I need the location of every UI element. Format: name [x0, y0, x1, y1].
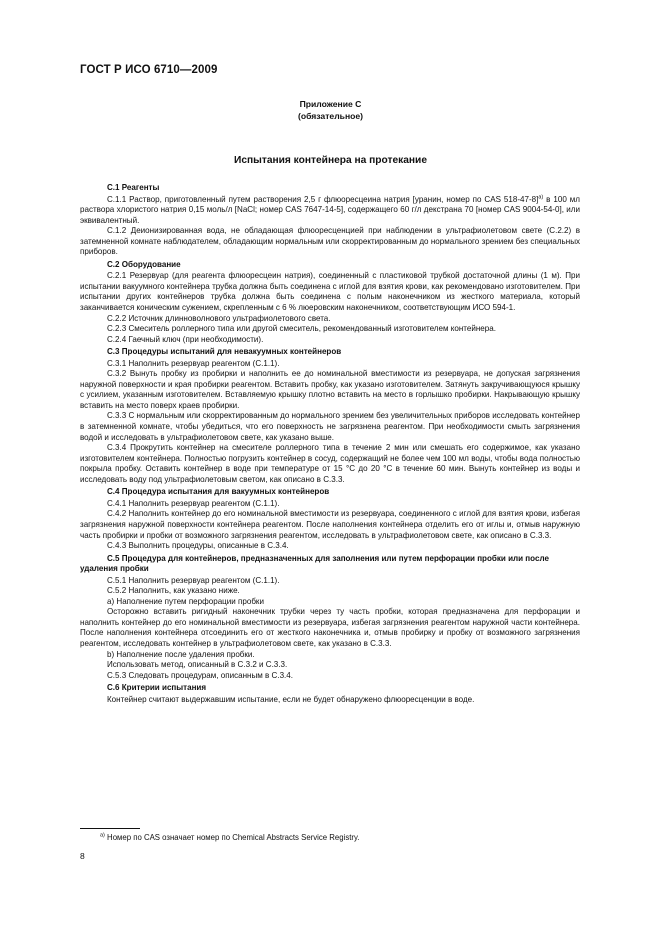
footnote-divider	[80, 828, 140, 829]
paragraph-c4-2: С.4.2 Наполнить контейнер до его номинальной вместимости из резервуара, соединенного с иглой для взятия крови, избегая загрязнения наружной поверхности контейнера реагентом. После наполнения контейнера отделить его от иглы и, отмыв наружную часть пробирки и пробки от возможного загрязнения реагентом, исследовать в ультрафиолетовом свете, как описано в С.3.3.	[80, 509, 580, 540]
heading-c5: С.5 Процедура для контейнеров, предназначенных для заполнения или путем перфорации пробки или после удаления пробки	[80, 553, 549, 574]
page-number: 8	[80, 851, 85, 861]
footnote-text: Номер по CAS означает номер по Chemical Abstracts Service Registry.	[104, 833, 360, 842]
footnote	[100, 833, 359, 842]
paragraph-c6-1: Контейнер считают выдержавшим испытание, если не будет обнаружено флюоресценции в воде.	[107, 694, 475, 704]
annex-status: (обязательное)	[297, 111, 364, 121]
paragraph-c2-2: С.2.2 Источник длинноволнового ультрафиолетового света.	[107, 313, 331, 323]
paragraph-c2-3: С.2.3 Смеситель роллерного типа или другой смеситель, рекомендованный изготовителем контейнера.	[107, 324, 496, 334]
paragraph-c5-2: С.5.2 Наполнить, как указано ниже.	[107, 586, 240, 596]
annex-title: Приложение С	[299, 99, 362, 109]
paragraph-c3-4: С.3.4 Прокрутить контейнер на смесителе роллерного типа в течение 2 мин или смешать его содержимое, как указано изготовителем контейнера. Полностью погрузить контейнер в сосуд, содержащий не более чем 100 мл воды, чтобы вода полностью покрыла пробку. Оставить контейнер в воде при температуре от 15 °С до 20 °С в течение 60 мин. Вынуть контейнер из воды и исследовать воду под ультрафиолетовым светом, как описано в С.3.3.	[80, 443, 580, 484]
paragraph-c3-2: С.3.2 Вынуть пробку из пробирки и наполнить ее до номинальной вместимости из резервуара, не допуская загрязнения наружной поверхности и края пробирки реагентом. Вставить пробку, как указано изготовителем. Затянуть закручивающуюся крышку с усилием, указанным изготовителем. Вставляемую крышку плотно вставить на место в горлышко пробирки. Накрывающую крышку вставить на место поверх краев пробирки.	[80, 369, 580, 410]
paragraph-c1-2: С.1.2 Деионизированная вода, не обладающая флюоресценцией при наблюдении в ультрафиолетовом свете (С.2.2) в затемненной комнате наблюдателем, обладающим нормальным или скорректированным до нормального зрением без специальных приборов.	[80, 226, 580, 257]
paragraph-c5-3: С.5.3 Следовать процедурам, описанным в С.3.4.	[107, 670, 293, 680]
paragraph-c2-4: С.2.4 Гаечный ключ (при необходимости).	[107, 334, 264, 344]
paragraph-c5-a: а) Наполнение путем перфорации пробки	[107, 596, 264, 606]
footnote-ref: а)	[538, 193, 544, 200]
heading-c4: С.4 Процедура испытания для вакуумных контейнеров	[107, 487, 330, 497]
paragraph-c1-1: С.1.1 Раствор, приготовленный путем растворения 2,5 г флюоресцеина натрия [уранин, номер по CAS 518-47-8]$^{а)}$ в 100 мл раствора хлористого натрия 0,15 моль/л [NaCl; номер CAS 7647-14-5], содержащего 60 г/л декстрана 70 [номер CAS 9004-54-0], или эквивалентный.	[80, 193, 580, 225]
paragraph-c5-a-text: Осторожно вставить ригидный наконечник трубки через ту часть пробки, которая предназначена для перфорации и наполнить контейнер до его номинальной вместимости из резервуара, избегая загрязнения реагентом наружной части контейнера. После наполнения контейнера отсоединить его от жесткого наконечника и, отмыв пробирку и пробку от возможного загрязнения реагентом, исследовать контейнер в ультрафиолетовом свете, как указано в С.3.3.	[80, 607, 580, 648]
paragraph-c5-1: С.5.1 Наполнить резервуар реагентом (С.1.1).	[107, 575, 280, 585]
heading-c2: С.2 Оборудование	[107, 259, 181, 269]
heading-c1: С.1 Реагенты	[107, 183, 160, 192]
footnote-mark: а)	[100, 832, 105, 839]
paragraph-c5-b: b) Наполнение после удаления пробки.	[107, 649, 255, 659]
standard-header: ГОСТ Р ИСО 6710—2009	[80, 64, 218, 76]
paragraph-c3-1: С.3.1 Наполнить резервуар реагентом (С.1.1).	[107, 358, 280, 368]
section-title: Испытания контейнера на протекание	[234, 155, 427, 166]
heading-c3: С.3 Процедуры испытаний для невакуумных контейнеров	[107, 347, 342, 357]
paragraph-c5-b-text: Использовать метод, описанный в С.3.2 и С.3.3.	[107, 660, 288, 670]
paragraph-c2-1: С.2.1 Резервуар (для реагента флюоресцеин натрия), соединенный с пластиковой трубкой достаточной длины (1 м). При испытании вакуумного контейнера трубка должна быть соединена с иглой для взятия крови, как рекомендовано изготовителем. При испытании других контейнеров трубка должна быть соединена с полым наконечником из жесткого материала, который заканчивается коническим сужением, скрепленным с 6 % люеровским наконечником, соответствующим ИСО 594-1.	[80, 271, 580, 313]
paragraph-c3-3: С.3.3 С нормальным или скорректированным до нормального зрением без увеличительных приборов исследовать контейнер в затемненной комнате, чтобы убедиться, что его поверхность не загрязнена реагентом. При необходимости смыть загрязнения водой и исследовать в ультрафиолетовом свете, как указано выше.	[80, 411, 580, 442]
heading-c6: С.6 Критерии испытания	[107, 683, 207, 693]
document-body	[80, 181, 580, 705]
paragraph-c4-3: С.4.3 Выполнить процедуры, описанные в С.3.4.	[107, 541, 289, 551]
paragraph-c4-1: С.4.1 Наполнить резервуар реагентом (С.1.1).	[107, 498, 280, 508]
